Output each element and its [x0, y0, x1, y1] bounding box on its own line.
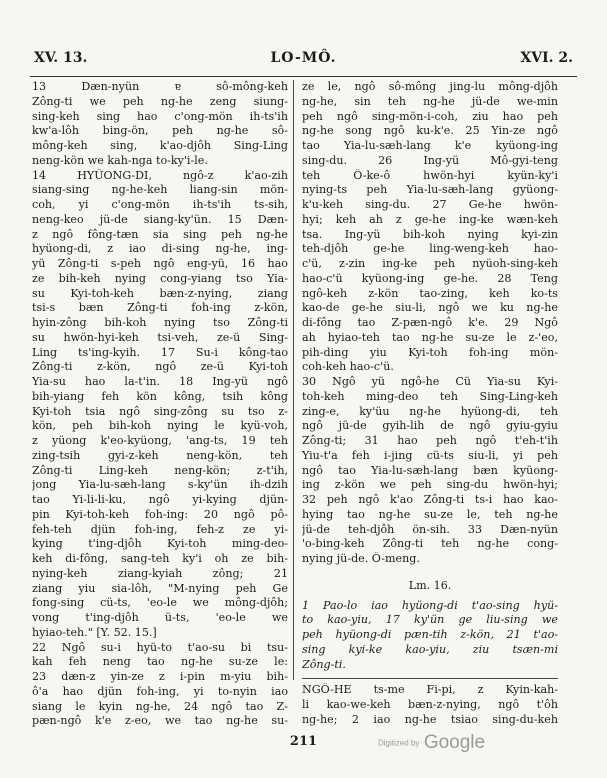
text-line: su hwön-hyi-keh tsi-veh, ze-ü Sing- — [32, 330, 288, 344]
header-rule — [30, 76, 577, 77]
text-line: tsa. Ing-yü bih-koh nying kyi-zin — [302, 227, 558, 241]
text-line: kah feh neng tao ng-he su-ze le: — [32, 655, 288, 669]
text-line: hyi; keh ah z ge-he ing-ke wæn-keh — [302, 212, 558, 226]
text-line: bih-yiang feh kön kông, tsih kông — [32, 389, 288, 403]
text-line: hao-c'ü kyüong-ing ge-he. 28 Teng — [302, 271, 558, 285]
text-line: zing-tsih gyi-z-keh neng-kön, teh — [32, 448, 288, 462]
text-line: Kyi-toh tsia ngô sing-zông su tso z- — [32, 404, 288, 418]
text-line: c'ü, z-zin ing-ke peh nyüoh-sing-keh — [302, 257, 558, 270]
text-line: Zông-ti. — [302, 657, 346, 671]
text-line: ô'a hao djün foh-ing, yi to-nyin iao — [32, 684, 288, 698]
right-column — [302, 80, 558, 728]
text-line: coh-keh hao-c'ü. — [302, 360, 394, 374]
text-line: Yia-su hao la-t'in. 18 Ing-yü ngô — [32, 375, 288, 388]
text-line: hyin-zông bih-koh nying tso Zông-ti — [32, 316, 288, 329]
text-line: siang le kyin ng-he, 24 ngô tao Z- — [32, 699, 288, 713]
text-line: Ling ts'ing-kyih. 17 Su-i kông-tao — [32, 345, 288, 359]
text-line: jong Yia-lu-sæh-lang s-ky'ün ih-dzih — [32, 478, 288, 492]
text-line: ze le, ngô sô-mông jing-lu mông-djôh — [302, 80, 558, 93]
text-line: Zông-ti z-kön, ngô ze-ü Kyi-toh — [32, 360, 288, 374]
text-line: 14 HYÜONG-DI, ngô-z k'ao-zih — [32, 168, 288, 182]
text-line: 13 Dæn-nyün ɐ sô-mông-keh — [32, 80, 288, 93]
text-line: sing-du. 26 Ing-yü Mô-gyi-teng — [302, 153, 558, 167]
text-line: z yüong k'eo-kyüong, 'ang-ts, 19 teh — [32, 434, 288, 447]
running-header — [34, 50, 573, 70]
text-line: li kao-we-keh bæn-z-nying, ngô t'ôh — [302, 698, 558, 711]
text-line: 32 peh ngô k'ao Zông-ti ts-i hao kao- — [302, 493, 558, 506]
text-line: ng-he song ngô ku-k'e. 25 Yin-ze ngô — [302, 124, 558, 138]
text-line: z ngô fông-tæn sia sing peh ng-he — [32, 227, 288, 241]
text-line: peh hyüong-di pæn-tih z-kön, 21 t'ao- — [302, 628, 558, 641]
text-line: neng-kön we kah-nga to-ky'i-le. — [32, 153, 208, 167]
header-left-reference: XV. 13. — [34, 50, 88, 66]
text-line: su Kyi-toh-keh bæn-z-nying, ziang — [32, 286, 288, 300]
left-column — [32, 80, 288, 729]
text-line: pih-ding yiu Kyi-toh foh-ing mön- — [302, 345, 558, 359]
text-line: feh-teh djün foh-ing, feh-z ze yi- — [32, 522, 288, 536]
text-line: teh Ô-ke-ô hwön-hyi kyün-ky'i — [302, 168, 558, 182]
text-line: kön, peh bih-koh nying le kyü-voh, — [32, 419, 288, 433]
page-number: 211 — [289, 734, 318, 749]
text-line: k'u-keh sing-du. 27 Ge-he hwön- — [302, 198, 558, 211]
text-line: 22 Ngô su-i hyü-to t'ao-su bi tsu- — [32, 640, 288, 654]
text-line: 1 Pao-lo iao hyüong-di t'ao-sing hyü- — [302, 598, 558, 612]
text-line: 30 Ngô yü ngô-he Cü Yia-su Kyi- — [302, 375, 558, 388]
text-line: kao-de ge-he siu-li, ngô we ku ng-he — [302, 301, 558, 315]
chapter-summary — [302, 599, 558, 673]
text-line: ng-he; 2 iao ng-he tsiao sing-du-keh — [302, 712, 558, 726]
text-line: nying-ts peh Yia-lu-sæh-lang gyüong- — [302, 183, 558, 197]
text-line: keh di-fông, sang-teh ky'i oh ze bih- — [32, 552, 288, 565]
text-line: nying-keh ziang-kyiah zông; 21 — [32, 566, 288, 580]
text-line: kw'a-lôh bing-ön, peh ng-he sô- — [32, 124, 288, 138]
watermark-prefix: Digitized by — [378, 738, 420, 748]
text-line: kying t'ing-djôh Kyi-toh ming-deo- — [32, 537, 288, 551]
summary-rule — [302, 678, 558, 679]
text-line: vong t'ing-djôh ü-ts, 'eo-le we — [32, 611, 288, 624]
text-line: Yiu-t'a feh i-jing cü-ts siu-li, yi peh — [302, 448, 558, 462]
text-line: hyüong-di, z iao di-sing ng-he, ing- — [32, 242, 288, 256]
text-line: tao Yia-lu-sæh-lang k'e kyüong-ing — [302, 139, 558, 152]
column-divider — [293, 80, 294, 680]
text-line: ah hyiao-teh tao ng-he su-ze le z-'eo, — [302, 330, 558, 344]
text-line: pin Kyi-toh-keh foh-ing: 20 ngô pô- — [32, 507, 288, 521]
header-title: LO-MÔ. — [270, 50, 337, 66]
chapter-heading: Lm. 16. — [408, 578, 452, 592]
text-line: mông-keh sing, k'ao-djôh Sing-Ling — [32, 139, 288, 152]
text-line: neng-keo jü-de siang-ky'ün. 15 Dæn- — [32, 212, 288, 226]
text-line: to kao-yiu, 17 ky'ün ge liu-sing we — [302, 613, 558, 627]
digitized-by-google-watermark — [378, 732, 485, 754]
text-line: nying jü-de. Ô-meng. — [302, 552, 420, 565]
text-line: zing-e, ky'üu ng-he hyüong-di, teh — [302, 404, 558, 418]
text-line: di-fông tao Z-pæn-ngô k'e. 29 Ngô — [302, 316, 558, 329]
text-line: tsi-s bæn Zông-ti foh-ing z-kön, — [32, 301, 288, 315]
text-line: yü Zông-ti s-peh ngô eng-yü, 16 hao — [32, 257, 288, 270]
text-line: ngô-keh z-kön tao-zing, keh ko-ts — [302, 286, 558, 300]
text-line: ng-he, sin teh ng-he jü-de we-min — [302, 94, 558, 108]
text-line: fong-sing cü-ts, 'eo-le we mông-djôh; — [32, 596, 288, 610]
text-line: hyiao-teh." [Y. 52. 15.] — [32, 625, 157, 639]
text-line: ngô jü-de gyih-lih de ngô gyiu-gyiu — [302, 419, 558, 433]
text-line: sing kyi-ke kao-yiu, ziu tsæn-mi — [302, 642, 558, 656]
text-line: ing z-kön we peh sing-du hwön-hyi; — [302, 478, 558, 492]
text-line: Zông-ti Ling-keh neng-kön; z-t'ih, — [32, 463, 288, 477]
text-line: teh-djôh ge-he ling-weng-keh hao- — [302, 242, 558, 256]
chapter-opening-text — [302, 683, 558, 727]
text-line: pæn-ngô k'e z-eo, we tao ng-he su- — [32, 714, 288, 728]
text-line: ze bih-keh nying cong-yiang tso Yia- — [32, 271, 288, 285]
text-line: NGÔ-HE ts-me Fi-pi, z Kyin-kah- — [302, 683, 558, 697]
text-line: siang-sing ng-he-keh liang-sin mön- — [32, 183, 288, 197]
text-line: tao Yi-li-li-ku, ngô yi-kying djün- — [32, 493, 288, 506]
text-line: ngô tao Yia-lu-sæh-lang bæn kyüong- — [302, 463, 558, 477]
text-line: Zông-ti; 31 hao peh ngô t'eh-t'ih — [302, 434, 558, 447]
text-line: jü-de teh-djôh ön-sih. 33 Dæn-nyün — [302, 522, 558, 536]
text-line: sing-keh sing hao c'ong-mön ih-ts'ih — [32, 109, 288, 123]
watermark-brand: Google — [423, 732, 486, 753]
text-line: ziang yiu sia-lôh, "M-nying peh Ge — [32, 581, 288, 595]
text-line: 23 dæn-z yin-ze z i-pin m-yiu bih- — [32, 670, 288, 683]
text-line: 'o-bing-keh Zông-ti teh ng-he cong- — [302, 537, 558, 551]
text-line: coh, yi c'ong-mön ih-ts'ih ts-sih, — [32, 198, 288, 211]
spacer — [302, 567, 558, 575]
text-line: peh ngô sing-mön-i-coh, ziu hao peh — [302, 109, 558, 123]
right-column-text — [302, 80, 558, 567]
header-right-reference: XVI. 2. — [520, 50, 573, 66]
text-line: Zông-ti we peh ng-he zeng siung- — [32, 94, 288, 108]
text-line: hying tao ng-he su-ze le, teh ng-he — [302, 507, 558, 521]
text-line: toh-keh ming-deo teh Sing-Ling-keh — [302, 389, 558, 403]
